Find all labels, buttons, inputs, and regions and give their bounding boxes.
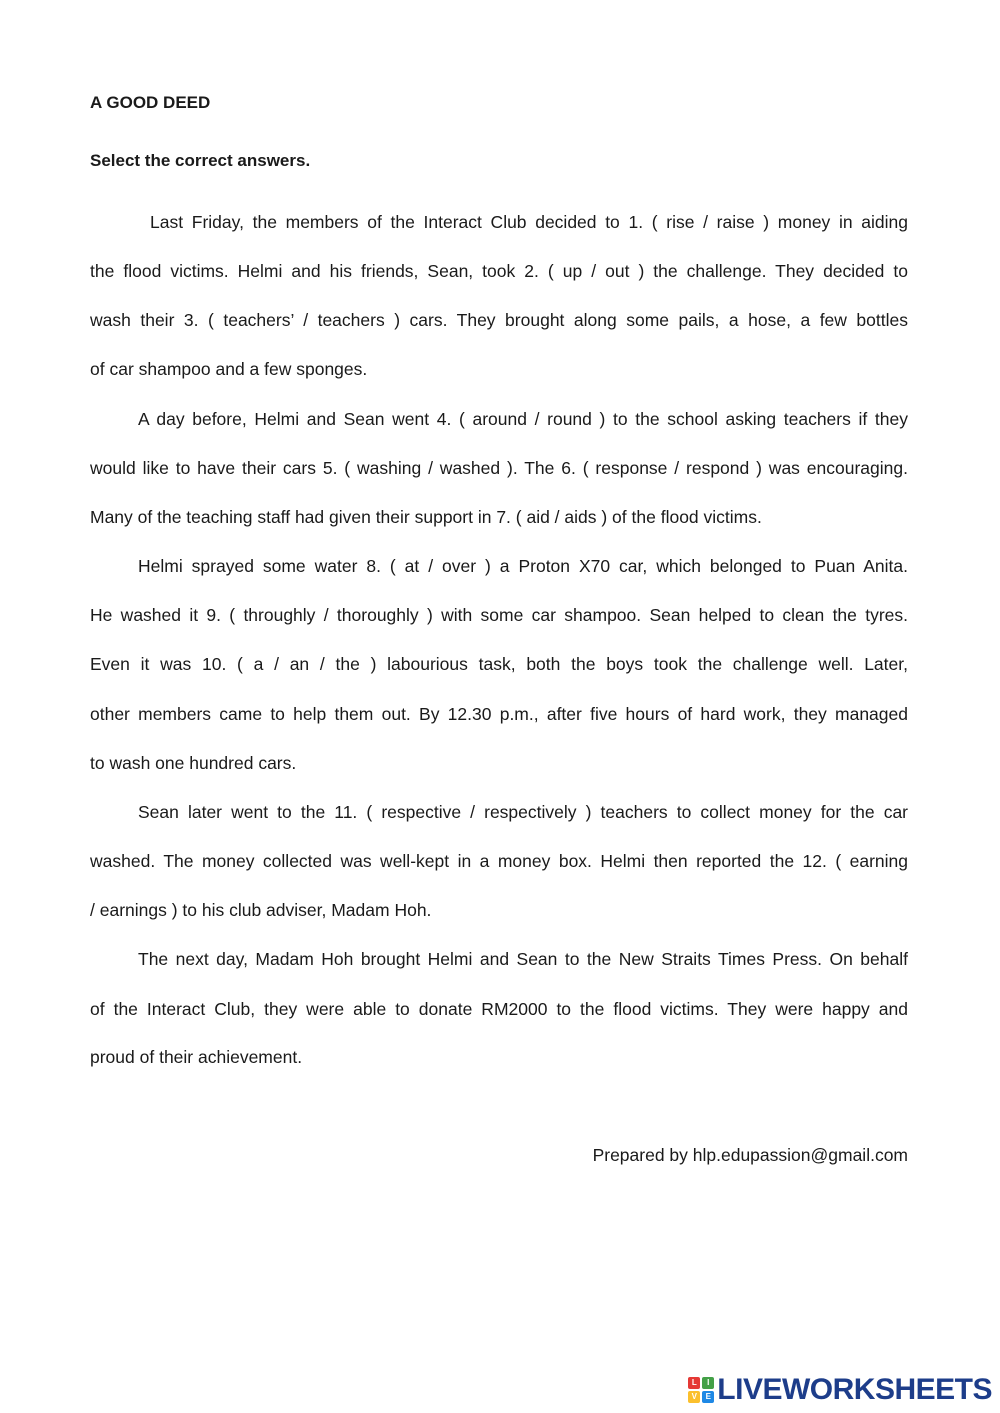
worksheet-instruction: Select the correct answers. — [90, 151, 311, 170]
text-line: wash their 3. ( teachers’ / teachers ) cars. They brought along some pails, a hose, a few bottles — [90, 310, 908, 330]
text-line: proud of their achievement. — [90, 1047, 303, 1067]
text-line: the flood victims. Helmi and his friends, Sean, took 2. ( up / out ) the challenge. They decided to — [90, 261, 908, 281]
liveworksheets-logo-icon — [688, 1377, 714, 1403]
text-line: of car shampoo and a few sponges. — [90, 359, 368, 379]
prepared-by: Prepared by hlp.edupassion@gmail.com — [592, 1145, 908, 1165]
text-line: Last Friday, the members of the Interact Club decided to 1. ( rise / raise ) money in aiding — [150, 212, 908, 232]
text-line: Helmi sprayed some water 8. ( at / over ) a Proton X70 car, which belonged to Puan Anita. — [138, 556, 908, 576]
liveworksheets-brand[interactable] — [688, 1373, 992, 1407]
text-line: / earnings ) to his club adviser, Madam Hoh. — [90, 900, 432, 920]
text-line: other members came to help them out. By 12.30 p.m., after five hours of hard work, they managed — [90, 704, 908, 724]
logo-letter: V — [688, 1391, 700, 1403]
worksheet-title: A GOOD DEED — [90, 93, 211, 112]
text-line: Sean later went to the 11. ( respective / respectively ) teachers to collect money for the car — [138, 802, 908, 822]
text-line: A day before, Helmi and Sean went 4. ( around / round ) to the school asking teachers if they — [138, 409, 908, 429]
logo-letter: E — [702, 1391, 714, 1403]
text-line: of the Interact Club, they were able to donate RM2000 to the flood victims. They were happy and — [90, 999, 908, 1019]
text-line: washed. The money collected was well-kept in a money box. Helmi then reported the 12. ( earning — [90, 851, 908, 871]
logo-letter: L — [688, 1377, 700, 1389]
text-line: Even it was 10. ( a / an / the ) labourious task, both the boys took the challenge well. Later, — [90, 654, 908, 674]
logo-letter: I — [702, 1377, 714, 1389]
text-line: to wash one hundred cars. — [90, 753, 297, 773]
text-line: Many of the teaching staff had given their support in 7. ( aid / aids ) of the flood victims. — [90, 507, 762, 527]
liveworksheets-wordmark: LIVEWORKSHEETS — [717, 1373, 992, 1406]
text-line: The next day, Madam Hoh brought Helmi and Sean to the New Straits Times Press. On behalf — [138, 949, 908, 969]
text-line: He washed it 9. ( throughly / thoroughly ) with some car shampoo. Sean helped to clean the tyres. — [90, 605, 908, 625]
text-line: would like to have their cars 5. ( washing / washed ). The 6. ( response / respond ) was encouraging. — [90, 458, 908, 478]
